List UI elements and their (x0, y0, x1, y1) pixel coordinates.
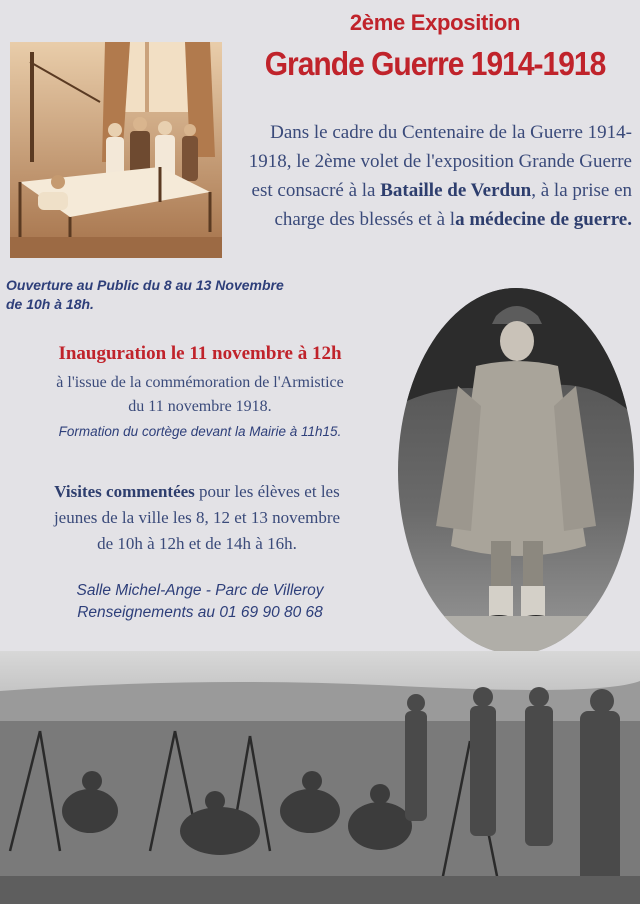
troops-resting-photo (0, 651, 640, 904)
guided-visits (4, 479, 390, 557)
exhibition-main-title: Grande Guerre 1914-1918 (264, 46, 606, 83)
opening-dates: Ouverture au Public du 8 au 13 Novembre (6, 277, 284, 293)
venue-location: Salle Michel-Ange - Parc de Villeroy (76, 582, 324, 599)
venue-info (10, 580, 390, 624)
visits-line-1: pour les élèves et les (194, 482, 340, 501)
intro-paragraph (232, 118, 632, 234)
visits-line-3: de 10h à 12h et de 14h à 16h. (97, 534, 297, 553)
intro-bold-verdun: Bataille de Verdun (380, 180, 532, 201)
intro-text-1: Dans le cadre du Centenaire de la Guerre 1914-1918, le 2ème volet de l'exposition Grande Guerre est consacré à la (248, 122, 632, 201)
visits-bold: Visites commentées (54, 482, 195, 501)
hospital-ward-photo (10, 42, 222, 258)
inauguration-title: Inauguration le 11 novembre à 12h (58, 343, 342, 364)
opening-times: de 10h à 18h. (6, 296, 94, 312)
opening-hours (6, 276, 366, 314)
cortege-note: Formation du cortège devant la Mairie à 11h15. (58, 424, 342, 439)
visits-line-2: jeunes de la ville les 8, 12 et 13 novembre (53, 508, 341, 527)
soldier-portrait-photo (396, 286, 636, 656)
exhibition-number-title: 2ème Exposition (349, 10, 521, 35)
inauguration-line-2: du 11 novembre 1918. (128, 398, 272, 415)
intro-text-2: , à la prise en charge des blessés et à l (274, 180, 632, 230)
inauguration-details (10, 371, 390, 419)
inauguration-line-1: à l'issue de la commémoration de l'Armistice (56, 374, 344, 391)
venue-phone: Renseignements au 01 69 90 80 68 (77, 604, 323, 621)
intro-bold-medecine: a médecine de guerre. (455, 209, 632, 230)
